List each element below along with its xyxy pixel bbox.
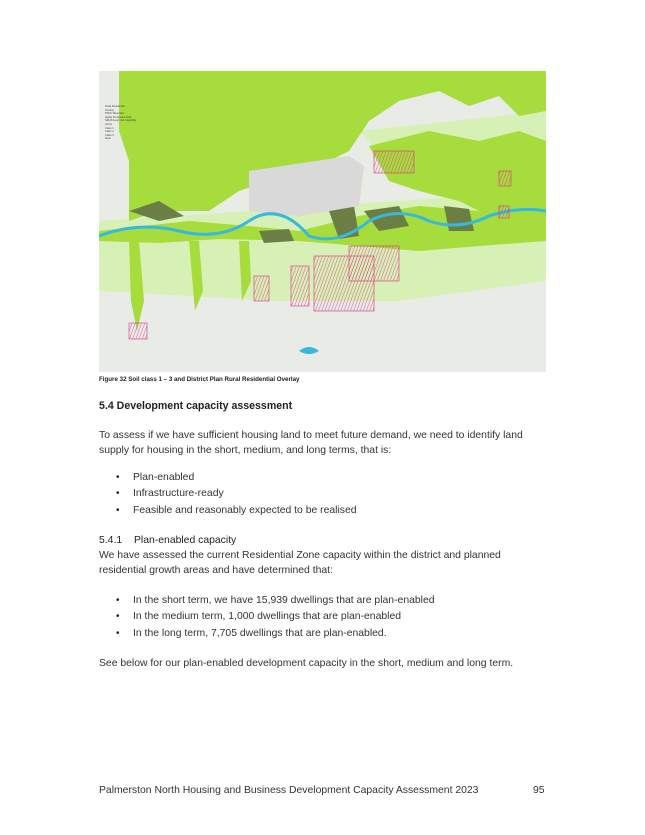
list-item: • Infrastructure-ready — [116, 486, 357, 502]
legend-item: PNCC Boundary — [105, 112, 125, 116]
map-graphic — [99, 71, 546, 372]
legend-item: Class 2 — [105, 130, 114, 134]
subsection-intro: We have assessed the current Residential Zone capacity within the district and planned residential growth areas and have determined that: — [99, 550, 501, 576]
overlay-parcel — [349, 246, 399, 281]
figure-caption: Figure 32 Soil class 1 – 3 and District Plan Rural Residential Overlay — [99, 376, 300, 383]
section-intro: To assess if we have sufficient housing land to meet future demand, we need to identify land supply for housing in the short, medium, and long terms, that is: — [99, 430, 523, 456]
list-item: • In the medium term, 1,000 dwellings that are plan-enabled — [116, 609, 435, 625]
legend-item: Class 3 — [105, 133, 114, 137]
legend-item: River — [105, 137, 112, 141]
closing-paragraph: See below for our plan-enabled development capacity in the short, medium and long term. — [99, 658, 514, 669]
legend-item: Class 1 — [105, 126, 114, 130]
overlay-parcel — [254, 276, 269, 301]
page-number: 95 — [533, 785, 545, 796]
legend-item: Rural Residential — [105, 105, 125, 108]
legend-item: (LUC) — [105, 122, 112, 126]
overlay-parcel — [499, 206, 509, 218]
legend-item: NZLRI Land Use Capability — [105, 119, 137, 123]
list-item: • Feasible and reasonably expected to be realised — [116, 503, 357, 519]
subsection-title: Plan-enabled capacity — [134, 535, 237, 546]
legend-item: Highly Productive Soils — [105, 115, 132, 119]
legend-item: Overlay — [105, 108, 114, 112]
overlay-parcel — [499, 171, 511, 186]
subsection-number: 5.4.1 — [99, 535, 123, 546]
capacity-list — [116, 593, 435, 642]
overlay-parcel — [129, 323, 147, 339]
list-item: • In the short term, we have 15,939 dwellings that are plan-enabled — [116, 593, 435, 609]
map-legend — [105, 105, 145, 141]
overlay-parcel — [374, 151, 414, 173]
footer-title: Palmerston North Housing and Business Development Capacity Assessment 2023 — [99, 785, 479, 796]
subsection-heading — [99, 535, 236, 546]
list-item: • Plan-enabled — [116, 470, 357, 486]
soil-class-map — [99, 71, 546, 372]
overlay-parcel — [291, 266, 309, 306]
class1-area-5 — [259, 229, 294, 243]
section-heading: 5.4 Development capacity assessment — [99, 400, 293, 412]
requirements-list — [116, 470, 357, 519]
list-item: • In the long term, 7,705 dwellings that are plan-enabled. — [116, 626, 435, 642]
